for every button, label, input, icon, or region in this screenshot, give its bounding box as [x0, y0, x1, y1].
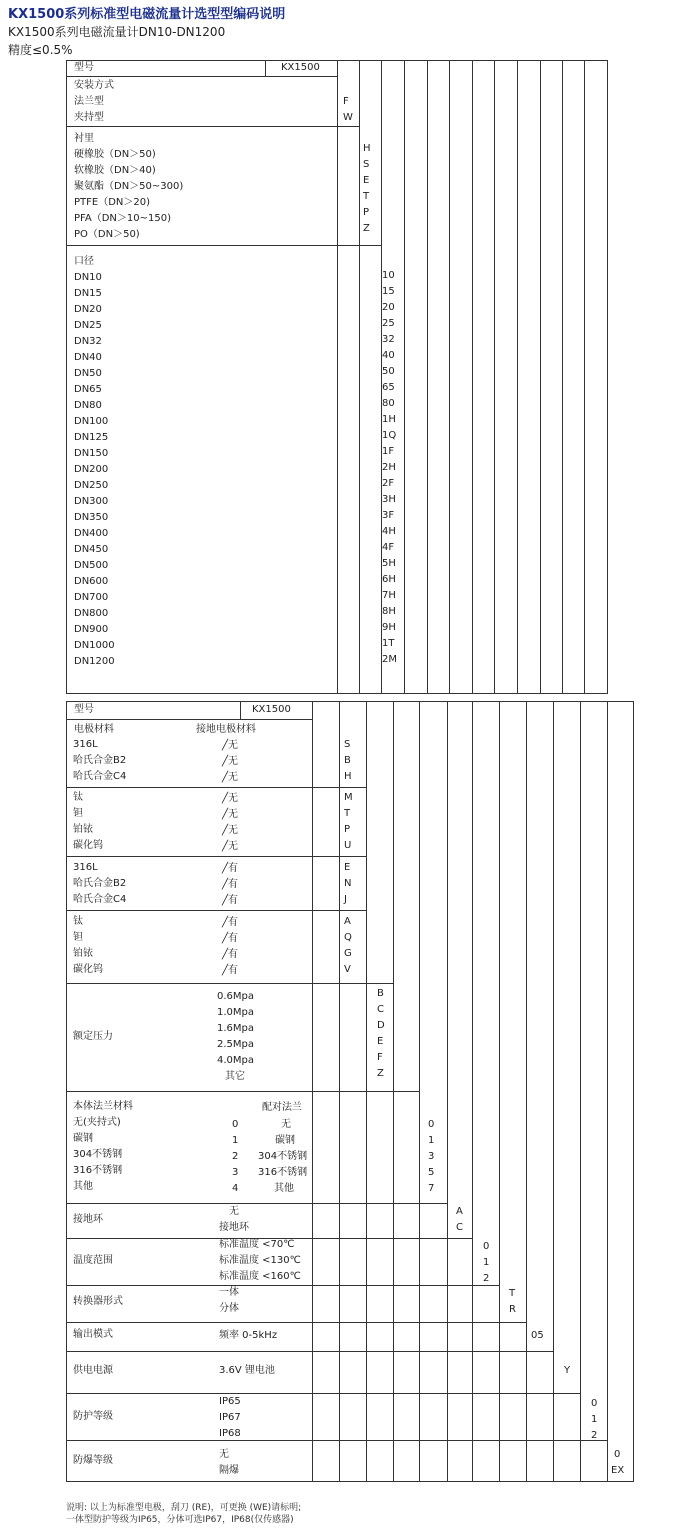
- table1-code-column: [584, 60, 585, 693]
- protection-label: 防护等级: [73, 1411, 113, 1422]
- pressure-code: F: [377, 1052, 383, 1063]
- table1-code-column: [562, 60, 563, 693]
- table1-code-column: [517, 60, 518, 693]
- electrode-code: J: [344, 894, 347, 905]
- electrode-code: U: [344, 840, 352, 851]
- flange-code: 1: [232, 1135, 239, 1146]
- lining-code: S: [363, 159, 370, 170]
- install-item: 法兰型: [74, 96, 104, 107]
- table2-section-rule: [66, 787, 367, 788]
- table1-model-label: 型号: [74, 62, 94, 73]
- lining-item: 软橡胶（DN＞40): [74, 165, 156, 176]
- diameter-code: 80: [382, 398, 395, 409]
- lining-item: 聚氨酯（DN＞50~300): [74, 181, 184, 192]
- table2-code-column: [339, 701, 340, 1481]
- ground-electrode-value: ╱无: [222, 841, 239, 852]
- diameter-code: 2M: [382, 654, 397, 665]
- diameter-item: DN900: [74, 624, 109, 635]
- table2-model-label: 型号: [74, 704, 94, 715]
- flange-code: 3: [232, 1167, 239, 1178]
- diameter-item: DN450: [74, 544, 109, 555]
- table1-code-column: [404, 60, 405, 693]
- diameter-item: DN125: [74, 432, 109, 443]
- electrode-item: 哈氏合金C4: [73, 894, 127, 905]
- table2-code-column: [312, 701, 313, 1481]
- table2-code-column: [472, 701, 473, 1481]
- table1-left: [66, 60, 67, 693]
- ground-ring-item: 无: [229, 1206, 239, 1217]
- diameter-item: DN300: [74, 496, 109, 507]
- mate-flange-item: 316不锈钢: [258, 1167, 308, 1178]
- power-code: Y: [564, 1365, 571, 1376]
- explosion-code: 0: [614, 1449, 621, 1460]
- mate-flange-code: 5: [428, 1167, 435, 1178]
- protection-code: 1: [591, 1414, 598, 1425]
- output-code: 05: [531, 1330, 544, 1341]
- install-item: 夹持型: [74, 112, 104, 123]
- flange-item: 316不锈钢: [73, 1165, 123, 1176]
- diameter-item: DN10: [74, 272, 102, 283]
- lining-header: 衬里: [74, 133, 94, 144]
- diameter-item: DN350: [74, 512, 109, 523]
- diameter-code: 6H: [382, 574, 396, 585]
- mate-flange-code: 1: [428, 1135, 435, 1146]
- mate-flange-item: 其他: [274, 1183, 294, 1194]
- explosion-item: 无: [219, 1449, 229, 1460]
- pressure-code: C: [377, 1004, 384, 1015]
- lining-code: E: [363, 175, 370, 186]
- ground-electrode-value: ╱有: [222, 879, 239, 890]
- diameter-item: DN25: [74, 320, 102, 331]
- flange-code: 0: [232, 1119, 239, 1130]
- diameter-code: 25: [382, 318, 395, 329]
- electrode-item: 哈氏合金B2: [73, 878, 127, 889]
- ground-electrode-header: 接地电极材料: [196, 724, 256, 735]
- note-line-1: 说明: 以上为标准型电极，刮刀 (RE)，可更换 (WE)请标明;: [66, 1503, 302, 1513]
- lining-item: 硬橡胶（DN＞50): [74, 149, 156, 160]
- electrode-code: T: [344, 808, 351, 819]
- mate-flange-code: 0: [428, 1119, 435, 1130]
- table2-section-rule: [66, 983, 394, 984]
- electrode-item: 钛: [73, 916, 83, 927]
- mate-flange-item: 碳钢: [275, 1135, 295, 1146]
- diameter-code: 1T: [382, 638, 395, 649]
- diameter-item: DN50: [74, 368, 102, 379]
- mate-flange-item: 无: [281, 1119, 291, 1130]
- electrode-code: G: [344, 948, 352, 959]
- pressure-item: 0.6Mpa: [217, 991, 255, 1002]
- ground-electrode-value: ╱有: [222, 949, 239, 960]
- diameter-code: 8H: [382, 606, 396, 617]
- electrode-item: 铂铱: [73, 948, 93, 959]
- page-title: KX1500系列标准型电磁流量计选型型编码说明: [8, 7, 286, 22]
- table2-header-rule: [66, 719, 313, 720]
- electrode-item: 哈氏合金C4: [73, 771, 127, 782]
- temperature-code: 0: [483, 1241, 490, 1252]
- electrode-item: 碳化钨: [73, 840, 103, 851]
- table1-bottom: [66, 693, 608, 694]
- diameter-item: DN150: [74, 448, 109, 459]
- table2-code-column: [607, 701, 608, 1481]
- electrode-code: S: [344, 739, 351, 750]
- electrode-code: A: [344, 916, 351, 927]
- electrode-code: E: [344, 862, 351, 873]
- table2-right: [633, 701, 634, 1481]
- diameter-item: DN400: [74, 528, 109, 539]
- table2-code-column: [526, 701, 527, 1481]
- pressure-code: E: [377, 1036, 384, 1047]
- diameter-item: DN800: [74, 608, 109, 619]
- table2-section-rule: [66, 910, 367, 911]
- electrode-item: 钽: [73, 932, 83, 943]
- table2-model-divider: [240, 701, 241, 719]
- diameter-code: 9H: [382, 622, 396, 633]
- electrode-item: 316L: [73, 862, 98, 873]
- table2-section-rule: [66, 1285, 500, 1286]
- pressure-item: 其它: [225, 1071, 245, 1082]
- output-item: 频率 0-5kHz: [219, 1330, 278, 1341]
- explosion-code: EX: [611, 1465, 625, 1476]
- ground-ring-code: A: [456, 1206, 463, 1217]
- ground-ring-label: 接地环: [73, 1214, 103, 1225]
- table1-code-column: [494, 60, 495, 693]
- diameter-item: DN100: [74, 416, 109, 427]
- ground-electrode-value: ╱有: [222, 965, 239, 976]
- converter-code: R: [509, 1304, 516, 1315]
- converter-code: T: [509, 1288, 516, 1299]
- diameter-code: 3H: [382, 494, 396, 505]
- flange-code: 2: [232, 1151, 239, 1162]
- protection-item: IP68: [219, 1428, 241, 1439]
- diameter-code: 32: [382, 334, 395, 345]
- converter-label: 转换器形式: [73, 1296, 123, 1307]
- ground-electrode-value: ╱无: [222, 809, 239, 820]
- table1-code-column: [337, 60, 338, 693]
- ground-electrode-value: ╱无: [222, 793, 239, 804]
- diameter-item: DN80: [74, 400, 102, 411]
- diameter-code: 1F: [382, 446, 395, 457]
- table2-code-column: [580, 701, 581, 1481]
- diameter-item: DN1200: [74, 656, 115, 667]
- diameter-header: 口径: [74, 256, 94, 267]
- diameter-item: DN65: [74, 384, 102, 395]
- electrode-item: 钛: [73, 792, 83, 803]
- flange-item: 碳钢: [73, 1133, 93, 1144]
- diameter-code: 15: [382, 286, 395, 297]
- table1-section-rule: [66, 245, 382, 246]
- table1-header-rule: [66, 76, 338, 77]
- electrode-item: 碳化钨: [73, 964, 103, 975]
- table2-top: [66, 701, 634, 702]
- diameter-item: DN20: [74, 304, 102, 315]
- ground-electrode-value: ╱有: [222, 917, 239, 928]
- converter-item: 分体: [219, 1303, 239, 1314]
- power-item: 3.6V 锂电池: [219, 1365, 275, 1376]
- diameter-item: DN200: [74, 464, 109, 475]
- pressure-item: 1.6Mpa: [217, 1023, 255, 1034]
- output-label: 输出模式: [73, 1329, 113, 1340]
- ground-electrode-value: ╱有: [222, 895, 239, 906]
- diameter-item: DN250: [74, 480, 109, 491]
- diameter-code: 7H: [382, 590, 396, 601]
- lining-code: Z: [363, 223, 370, 234]
- temperature-item: 标准温度 <160℃: [219, 1271, 301, 1282]
- diameter-code: 1H: [382, 414, 396, 425]
- flange-item: 其他: [73, 1181, 93, 1192]
- mate-flange-code: 3: [428, 1151, 435, 1162]
- diameter-code: 65: [382, 382, 395, 393]
- ground-electrode-value: ╱无: [222, 825, 239, 836]
- table1-model-value: KX1500: [281, 62, 320, 73]
- flange-header: 本体法兰材料: [73, 1101, 133, 1112]
- temperature-code: 2: [483, 1273, 490, 1284]
- table2-code-column: [419, 701, 420, 1481]
- table2-code-column: [499, 701, 500, 1481]
- explosion-label: 防爆等级: [73, 1455, 113, 1466]
- ground-electrode-value: ╱有: [222, 933, 239, 944]
- protection-item: IP65: [219, 1396, 241, 1407]
- explosion-item: 隔爆: [219, 1465, 239, 1476]
- electrode-code: H: [344, 771, 352, 782]
- install-code: F: [343, 96, 349, 107]
- diameter-code: 50: [382, 366, 395, 377]
- table2-code-column: [447, 701, 448, 1481]
- power-label: 供电电源: [73, 1365, 113, 1376]
- lining-code: P: [363, 207, 370, 218]
- note-line-2: 一体型防护等级为IP65，分体可选IP67，IP68(仅传感器): [66, 1515, 294, 1525]
- ground-ring-code: C: [456, 1222, 463, 1233]
- temperature-label: 温度范围: [73, 1255, 113, 1266]
- diameter-code: 4F: [382, 542, 395, 553]
- lining-code: H: [363, 143, 371, 154]
- diameter-code: 1Q: [382, 430, 397, 441]
- table2-bottom: [66, 1481, 634, 1482]
- table1-code-column: [540, 60, 541, 693]
- table2-code-column: [553, 701, 554, 1481]
- table1-model-divider: [265, 60, 266, 76]
- protection-item: IP67: [219, 1412, 241, 1423]
- table2-section-rule: [66, 1203, 448, 1204]
- pressure-item: 1.0Mpa: [217, 1007, 255, 1018]
- mate-flange-header: 配对法兰: [262, 1102, 302, 1113]
- electrode-code: M: [344, 792, 353, 803]
- diameter-code: 5H: [382, 558, 396, 569]
- electrode-code: V: [344, 964, 351, 975]
- flange-code: 4: [232, 1183, 239, 1194]
- table2-code-column: [366, 701, 367, 1481]
- lining-item: PTFE（DN＞20): [74, 197, 151, 208]
- protection-code: 0: [591, 1398, 598, 1409]
- pressure-item: 2.5Mpa: [217, 1039, 255, 1050]
- electrode-item: 铂铱: [73, 824, 93, 835]
- diameter-code: 2H: [382, 462, 396, 473]
- table1-code-column: [472, 60, 473, 693]
- electrode-code: Q: [344, 932, 352, 943]
- diameter-code: 4H: [382, 526, 396, 537]
- pressure-code: D: [377, 1020, 385, 1031]
- electrode-code: P: [344, 824, 351, 835]
- diameter-code: 3F: [382, 510, 395, 521]
- electrode-item: 316L: [73, 739, 98, 750]
- electrode-code: B: [344, 755, 351, 766]
- diameter-item: DN32: [74, 336, 102, 347]
- pressure-code: Z: [377, 1068, 384, 1079]
- pressure-code: B: [377, 988, 384, 999]
- table1-code-column: [449, 60, 450, 693]
- diameter-item: DN15: [74, 288, 102, 299]
- diameter-item: DN40: [74, 352, 102, 363]
- lining-code: T: [363, 191, 370, 202]
- diameter-code: 40: [382, 350, 395, 361]
- ground-electrode-value: ╱无: [222, 772, 239, 783]
- table2-section-rule: [66, 856, 367, 857]
- table2-section-rule: [66, 1322, 527, 1323]
- diameter-item: DN700: [74, 592, 109, 603]
- pressure-item: 4.0Mpa: [217, 1055, 255, 1066]
- subtitle: KX1500系列电磁流量计DN10-DN1200: [8, 25, 226, 39]
- table2-section-rule: [66, 1393, 581, 1394]
- install-header: 安装方式: [74, 80, 114, 91]
- mate-flange-item: 304不锈钢: [258, 1151, 308, 1162]
- diameter-code: 20: [382, 302, 395, 313]
- diameter-code: 2F: [382, 478, 395, 489]
- converter-item: 一体: [219, 1287, 239, 1298]
- diameter-item: DN1000: [74, 640, 115, 651]
- table1-right: [607, 60, 608, 693]
- diameter-item: DN600: [74, 576, 109, 587]
- electrode-header: 电极材料: [74, 724, 114, 735]
- accuracy-text: 精度≤0.5%: [8, 43, 73, 57]
- ground-electrode-value: ╱无: [222, 740, 239, 751]
- diameter-code: 10: [382, 270, 395, 281]
- table2-model-value: KX1500: [252, 704, 291, 715]
- temperature-item: 标准温度 <70℃: [219, 1239, 295, 1250]
- electrode-code: N: [344, 878, 352, 889]
- flange-item: 304不锈钢: [73, 1149, 123, 1160]
- table2-code-column: [393, 701, 394, 1481]
- table1-section-rule: [66, 126, 360, 127]
- protection-code: 2: [591, 1430, 598, 1441]
- electrode-item: 钽: [73, 808, 83, 819]
- electrode-item: 哈氏合金B2: [73, 755, 127, 766]
- install-code: W: [343, 112, 353, 123]
- ground-ring-item: 接地环: [219, 1222, 249, 1233]
- ground-electrode-value: ╱无: [222, 756, 239, 767]
- temperature-code: 1: [483, 1257, 490, 1268]
- mate-flange-code: 7: [428, 1183, 435, 1194]
- diameter-item: DN500: [74, 560, 109, 571]
- lining-item: PFA（DN＞10~150): [74, 213, 171, 224]
- pressure-label: 额定压力: [73, 1031, 113, 1042]
- ground-electrode-value: ╱有: [222, 863, 239, 874]
- table2-section-rule: [66, 1351, 554, 1352]
- table1-code-column: [427, 60, 428, 693]
- table1-code-column: [359, 60, 360, 693]
- flange-item: 无(夹持式): [73, 1117, 121, 1128]
- lining-item: PO（DN＞50): [74, 229, 140, 240]
- temperature-item: 标准温度 <130℃: [219, 1255, 301, 1266]
